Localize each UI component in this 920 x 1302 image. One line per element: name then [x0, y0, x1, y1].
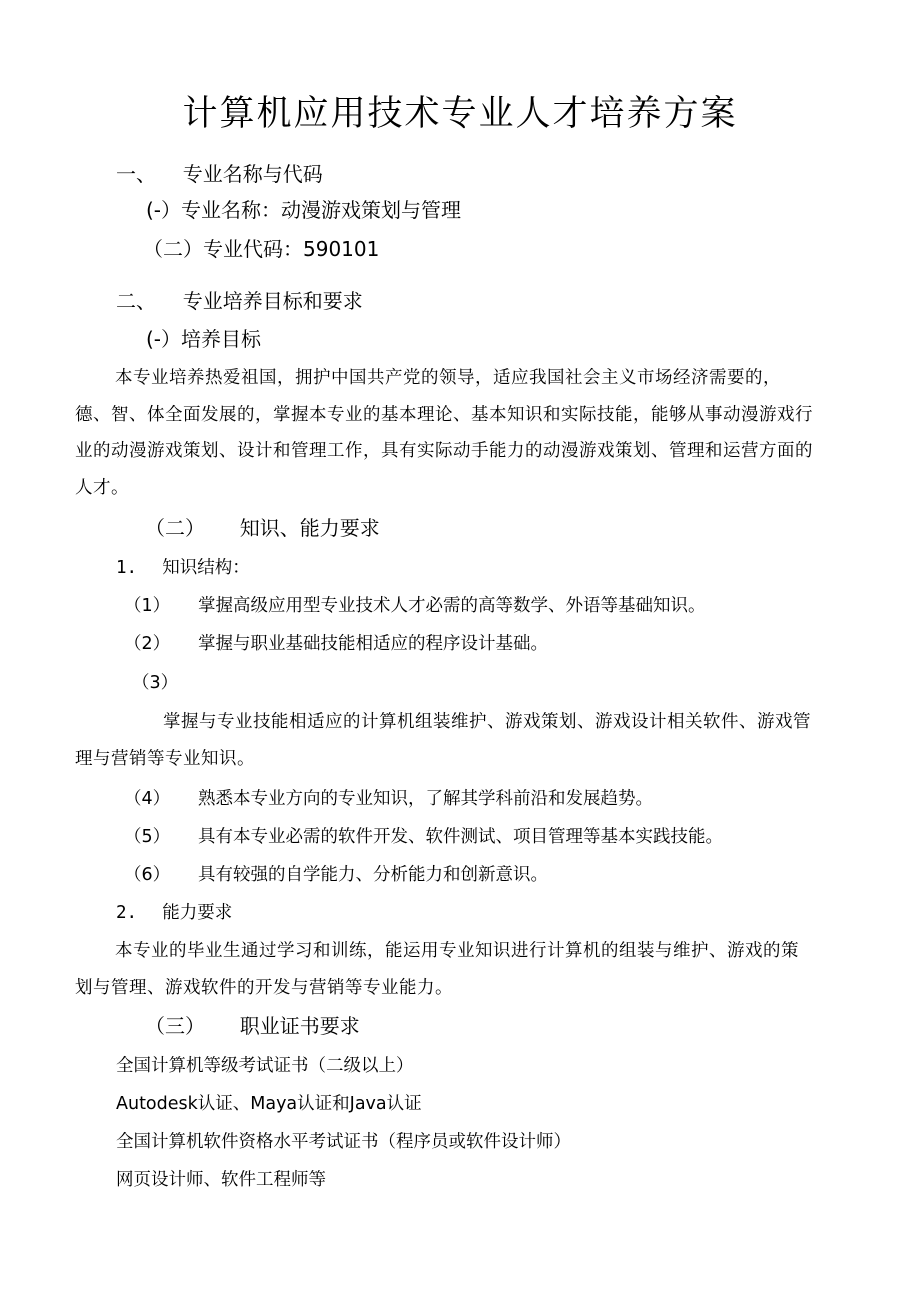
ability-heading: [116, 900, 232, 926]
sub3-number: （三）: [145, 1014, 205, 1038]
knowledge-item-4: [124, 786, 653, 812]
knowledge-item-2: [124, 631, 548, 657]
certificate-item: 全国计算机等级考试证书（二级以上）: [116, 1056, 414, 1076]
sub2-title: 知识、能力要求: [239, 516, 380, 540]
training-goal-heading: (-）培养目标: [146, 327, 262, 351]
item-number: （4）: [124, 789, 171, 809]
knowledge-item-5: [124, 824, 723, 850]
a-title: 能力要求: [162, 903, 233, 923]
item-number: （2）: [124, 634, 171, 654]
document-title: 计算机应用技术专业人才培养方案: [182, 94, 738, 134]
certificate-item: Autodesk认证、Maya认证和Java认证: [116, 1094, 422, 1114]
section-2-title: 专业培养目标和要求: [182, 289, 363, 313]
major-name-line: (-）专业名称：动漫游戏策划与管理: [146, 198, 462, 222]
knowledge-item-1: [124, 593, 706, 619]
item-text: 掌握与职业基础技能相适应的程序设计基础。: [198, 634, 548, 654]
item-text: 掌握与专业技能相适应的计算机组装维护、游戏策划、游戏设计相关软件、游戏管理与营销等专业知识。: [75, 712, 811, 769]
k-title: 知识结构：: [162, 558, 250, 578]
a-number: 2.: [116, 903, 138, 923]
k-number: 1.: [116, 558, 138, 578]
sub2-number: （二）: [145, 516, 205, 540]
item-number: （1）: [124, 596, 171, 616]
item-text: 掌握高级应用型专业技术人才必需的高等数学、外语等基础知识。: [198, 596, 706, 616]
ability-text: 本专业的毕业生通过学习和训练，能运用专业知识进行计算机的组装与维护、游戏的策划与管理、游戏软件的开发与营销等专业能力。: [75, 941, 799, 998]
knowledge-item-3-number: （3）: [132, 673, 179, 693]
knowledge-item-3-paragraph: [75, 704, 813, 777]
sub3-title: 职业证书要求: [239, 1014, 360, 1038]
item-number: （6）: [124, 865, 171, 885]
knowledge-item-6: [124, 862, 548, 888]
section-1-number: 一、: [116, 162, 156, 186]
item-text: 具有较强的自学能力、分析能力和创新意识。: [198, 865, 548, 885]
certificate-item: 网页设计师、软件工程师等: [116, 1170, 326, 1190]
section-1-heading: [116, 160, 323, 188]
knowledge-ability-heading: [145, 514, 380, 542]
certificate-item: 全国计算机软件资格水平考试证书（程序员或软件设计师）: [116, 1132, 571, 1152]
knowledge-structure-heading: [116, 555, 250, 581]
item-number: （5）: [124, 827, 171, 847]
section-2-number: 二、: [116, 289, 156, 313]
item-text: 具有本专业必需的软件开发、软件测试、项目管理等基本实践技能。: [198, 827, 723, 847]
training-goal-text: 本专业培养热爱祖国，拥护中国共产党的领导，适应我国社会主义市场经济需要的，德、智、体全面发展的，掌握本专业的基本理论、基本知识和实际技能，能够从事动漫游戏行业的动漫游戏策划、设计和管理工作，具有实际动手能力的动漫游戏策划、管理和运营方面的人才。: [75, 368, 813, 498]
section-2-heading: [116, 287, 363, 315]
training-goal-paragraph: [75, 360, 813, 506]
certificate-heading: [145, 1012, 360, 1040]
ability-paragraph: [75, 933, 813, 1006]
item-text: 熟悉本专业方向的专业知识，了解其学科前沿和发展趋势。: [198, 789, 653, 809]
major-code-line: （二）专业代码：590101: [143, 237, 380, 261]
section-1-title: 专业名称与代码: [182, 162, 323, 186]
